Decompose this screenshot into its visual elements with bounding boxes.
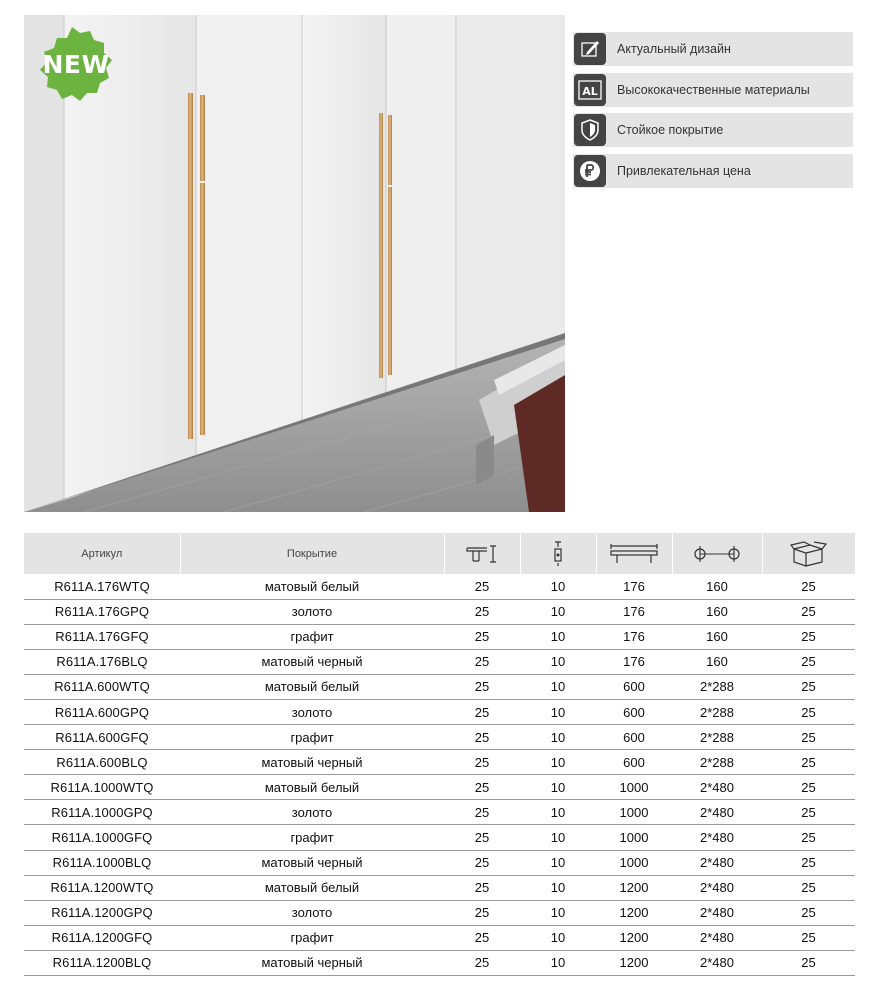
cell-pack: 25 bbox=[762, 599, 855, 624]
cell-length: 1000 bbox=[596, 775, 672, 800]
cell-article: R611A.176BLQ bbox=[24, 649, 180, 674]
cell-article: R611A.1000BLQ bbox=[24, 850, 180, 875]
cell-pack: 25 bbox=[762, 825, 855, 850]
handle-length-icon bbox=[608, 543, 660, 565]
cell-height: 25 bbox=[444, 674, 520, 699]
table-row bbox=[24, 775, 855, 800]
cell-width: 10 bbox=[520, 725, 596, 750]
new-badge-text: NEW bbox=[42, 50, 110, 79]
cell-length: 176 bbox=[596, 574, 672, 599]
handle-width-icon bbox=[550, 541, 566, 567]
hole-spacing-icon bbox=[693, 544, 741, 564]
cell-article: R611A.600BLQ bbox=[24, 750, 180, 775]
cell-height: 25 bbox=[444, 875, 520, 900]
svg-text:AL: AL bbox=[582, 84, 598, 98]
table-row bbox=[24, 599, 855, 624]
cell-spacing: 2*288 bbox=[672, 699, 762, 724]
cell-article: R611A.1200WTQ bbox=[24, 875, 180, 900]
table-row bbox=[24, 750, 855, 775]
cell-length: 176 bbox=[596, 649, 672, 674]
cell-width: 10 bbox=[520, 574, 596, 599]
product-photo bbox=[24, 15, 565, 512]
cell-height: 25 bbox=[444, 725, 520, 750]
cell-pack: 25 bbox=[762, 699, 855, 724]
header-spacing bbox=[672, 533, 762, 574]
table-row bbox=[24, 699, 855, 724]
cell-length: 1200 bbox=[596, 950, 672, 975]
cell-length: 1200 bbox=[596, 925, 672, 950]
table-row bbox=[24, 725, 855, 750]
cell-article: R611A.600GFQ bbox=[24, 725, 180, 750]
cell-length: 600 bbox=[596, 750, 672, 775]
cell-length: 176 bbox=[596, 624, 672, 649]
aluminium-al-icon bbox=[574, 74, 606, 106]
cell-spacing: 160 bbox=[672, 574, 762, 599]
cell-height: 25 bbox=[444, 574, 520, 599]
cell-article: R611A.176WTQ bbox=[24, 574, 180, 599]
table-header-row bbox=[24, 533, 855, 574]
cell-width: 10 bbox=[520, 850, 596, 875]
table-row bbox=[24, 574, 855, 599]
cell-length: 1000 bbox=[596, 850, 672, 875]
table-row bbox=[24, 674, 855, 699]
cell-length: 600 bbox=[596, 699, 672, 724]
cell-pack: 25 bbox=[762, 674, 855, 699]
cell-width: 10 bbox=[520, 624, 596, 649]
cell-pack: 25 bbox=[762, 800, 855, 825]
package-box-icon bbox=[790, 541, 828, 567]
cell-width: 10 bbox=[520, 825, 596, 850]
cell-width: 10 bbox=[520, 750, 596, 775]
cell-spacing: 2*480 bbox=[672, 800, 762, 825]
cell-article: R611A.1000WTQ bbox=[24, 775, 180, 800]
cell-article: R611A.176GPQ bbox=[24, 599, 180, 624]
header-finish: Покрытие bbox=[180, 533, 444, 574]
ruble-icon bbox=[574, 155, 606, 187]
cell-height: 25 bbox=[444, 649, 520, 674]
cell-finish: матовый белый bbox=[180, 574, 444, 599]
cell-article: R611A.1000GFQ bbox=[24, 825, 180, 850]
cell-height: 25 bbox=[444, 699, 520, 724]
cell-finish: матовый черный bbox=[180, 850, 444, 875]
cell-article: R611A.1200GFQ bbox=[24, 925, 180, 950]
cell-spacing: 2*288 bbox=[672, 674, 762, 699]
table-row bbox=[24, 624, 855, 649]
cell-finish: золото bbox=[180, 900, 444, 925]
cell-width: 10 bbox=[520, 699, 596, 724]
cell-spacing: 2*480 bbox=[672, 775, 762, 800]
table-row bbox=[24, 649, 855, 674]
cell-finish: матовый белый bbox=[180, 775, 444, 800]
cell-height: 25 bbox=[444, 775, 520, 800]
cell-finish: матовый черный bbox=[180, 750, 444, 775]
header-height bbox=[444, 533, 520, 574]
feature-list bbox=[573, 32, 853, 194]
cell-finish: матовый белый bbox=[180, 674, 444, 699]
table-row bbox=[24, 800, 855, 825]
cell-article: R611A.1000GPQ bbox=[24, 800, 180, 825]
cell-finish: золото bbox=[180, 599, 444, 624]
table-row bbox=[24, 950, 855, 975]
cell-width: 10 bbox=[520, 800, 596, 825]
cell-length: 1200 bbox=[596, 900, 672, 925]
feature-label: Высококачественные материалы bbox=[617, 82, 810, 97]
cell-spacing: 2*288 bbox=[672, 750, 762, 775]
cell-finish: матовый черный bbox=[180, 649, 444, 674]
cell-height: 25 bbox=[444, 825, 520, 850]
cell-length: 600 bbox=[596, 725, 672, 750]
cell-pack: 25 bbox=[762, 574, 855, 599]
table-row bbox=[24, 875, 855, 900]
header-pack bbox=[762, 533, 855, 574]
cell-article: R611A.600GPQ bbox=[24, 699, 180, 724]
cell-height: 25 bbox=[444, 850, 520, 875]
cell-pack: 25 bbox=[762, 725, 855, 750]
cell-height: 25 bbox=[444, 900, 520, 925]
table-row bbox=[24, 925, 855, 950]
cell-pack: 25 bbox=[762, 900, 855, 925]
cell-finish: матовый белый bbox=[180, 875, 444, 900]
cell-spacing: 2*480 bbox=[672, 875, 762, 900]
cell-height: 25 bbox=[444, 599, 520, 624]
cell-width: 10 bbox=[520, 649, 596, 674]
cell-spacing: 2*480 bbox=[672, 925, 762, 950]
header-length bbox=[596, 533, 672, 574]
cell-spacing: 160 bbox=[672, 599, 762, 624]
cell-pack: 25 bbox=[762, 649, 855, 674]
feature-item-materials bbox=[573, 73, 853, 107]
feature-label: Стойкое покрытие bbox=[617, 123, 724, 137]
cell-pack: 25 bbox=[762, 925, 855, 950]
cell-pack: 25 bbox=[762, 750, 855, 775]
cell-pack: 25 bbox=[762, 950, 855, 975]
cell-finish: графит bbox=[180, 925, 444, 950]
header-width bbox=[520, 533, 596, 574]
cell-length: 1200 bbox=[596, 875, 672, 900]
cell-width: 10 bbox=[520, 775, 596, 800]
cell-pack: 25 bbox=[762, 875, 855, 900]
cell-article: R611A.1200GPQ bbox=[24, 900, 180, 925]
cell-spacing: 160 bbox=[672, 624, 762, 649]
cell-height: 25 bbox=[444, 950, 520, 975]
cell-article: R611A.600WTQ bbox=[24, 674, 180, 699]
spec-table bbox=[24, 533, 855, 976]
table-row bbox=[24, 825, 855, 850]
cell-height: 25 bbox=[444, 800, 520, 825]
cell-pack: 25 bbox=[762, 850, 855, 875]
feature-label: Привлекательная цена bbox=[617, 163, 751, 178]
feature-item-design bbox=[573, 32, 853, 66]
cell-article: R611A.176GFQ bbox=[24, 624, 180, 649]
cell-width: 10 bbox=[520, 925, 596, 950]
cell-height: 25 bbox=[444, 750, 520, 775]
cell-width: 10 bbox=[520, 950, 596, 975]
cell-finish: золото bbox=[180, 699, 444, 724]
cell-length: 1000 bbox=[596, 800, 672, 825]
cell-height: 25 bbox=[444, 925, 520, 950]
feature-item-coating bbox=[573, 113, 853, 147]
cell-spacing: 2*480 bbox=[672, 825, 762, 850]
shield-icon bbox=[574, 114, 606, 146]
feature-item-price bbox=[573, 154, 853, 188]
cell-width: 10 bbox=[520, 674, 596, 699]
cell-width: 10 bbox=[520, 900, 596, 925]
cell-spacing: 160 bbox=[672, 649, 762, 674]
cell-spacing: 2*480 bbox=[672, 900, 762, 925]
cell-finish: матовый черный bbox=[180, 950, 444, 975]
feature-label: Актуальный дизайн bbox=[617, 42, 731, 56]
cell-finish: графит bbox=[180, 624, 444, 649]
cell-spacing: 2*288 bbox=[672, 725, 762, 750]
cell-width: 10 bbox=[520, 599, 596, 624]
cell-length: 1000 bbox=[596, 825, 672, 850]
cell-finish: золото bbox=[180, 800, 444, 825]
cell-length: 600 bbox=[596, 674, 672, 699]
cell-finish: графит bbox=[180, 825, 444, 850]
cell-article: R611A.1200BLQ bbox=[24, 950, 180, 975]
table-row bbox=[24, 900, 855, 925]
cell-spacing: 2*480 bbox=[672, 950, 762, 975]
header-article: Артикул bbox=[24, 533, 180, 574]
cell-spacing: 2*480 bbox=[672, 850, 762, 875]
cell-width: 10 bbox=[520, 875, 596, 900]
table-row bbox=[24, 850, 855, 875]
cell-length: 176 bbox=[596, 599, 672, 624]
design-pencil-icon bbox=[574, 33, 606, 65]
handle-height-icon bbox=[465, 543, 499, 565]
cell-pack: 25 bbox=[762, 775, 855, 800]
cell-pack: 25 bbox=[762, 624, 855, 649]
cell-finish: графит bbox=[180, 725, 444, 750]
cell-height: 25 bbox=[444, 624, 520, 649]
